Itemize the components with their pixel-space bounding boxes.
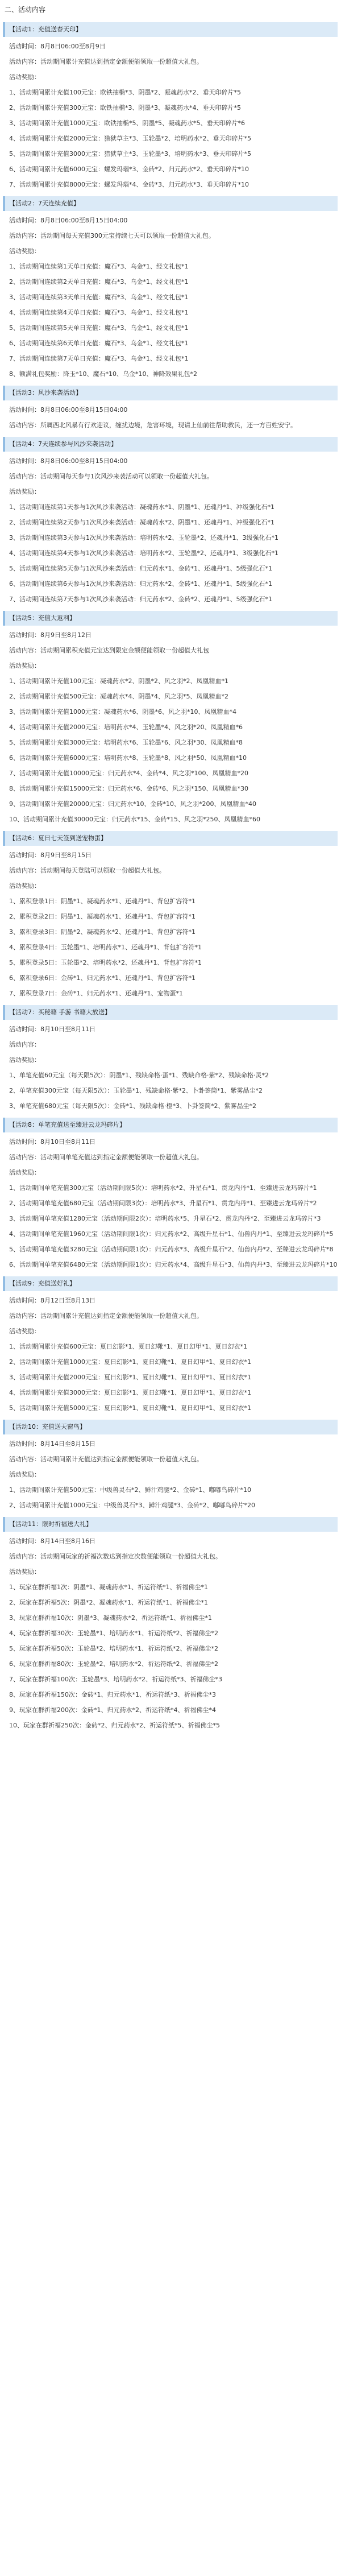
event-line: 活动内容：活动期间单笔充值达到指定金额便能领取一份超值大礼包。 [9,1153,203,1161]
event-title: 【活动5：充值大返利】 [3,611,338,626]
event-line: 5、活动期间累计充值3000元宝：猎狱草主*3、玉轮墨*3、培明药水*3、垂天印碎片*5 [9,150,251,158]
event-line: 活动时间：8月8日06:00至8月9日 [9,43,106,50]
event-block [3,1420,338,1510]
event-line: 7、活动期间累计充值8000元宝：螺发玛瑙*4、金砖*3、归元药水*3、垂天印碎片*10 [9,181,249,188]
event-line: 活动内容：活动期间玩家的祈福次数达到指定次数便能领取一份超值大礼包。 [9,1553,222,1560]
event-line: 10、活动期间累计充值30000元宝：归元药水*15、金砖*15、风之羽*250、凤凰精血*60 [9,816,260,823]
event-line: 4、累积登录4日：玉轮墨*1、培明药水*1、还魂丹*1、背包扩容符*1 [9,944,202,951]
event-title: 【活动9：充值送好礼】 [3,1276,338,1291]
event-line: 10、玩家在群祈福250次：金砖*2、归元药水*2、祈运符纸*5、祈福佛尘*5 [9,1722,220,1729]
event-line: 4、活动期间连续第4天参与1次风沙来袭活动：培明药水*2、玉轮墨*2、还魂丹*1、3级强化石*1 [9,549,278,557]
event-line: 活动奖励： [9,1169,40,1176]
event-line: 3、活动期间累计充值1000元宝：凝魂药水*6、阴墨*6、风之羽*10、凤凰精血*4 [9,708,236,716]
event-line: 活动奖励： [9,1328,40,1335]
event-line: 活动内容：活动期间累计充值达到指定金额便能领取一份超值大礼包。 [9,1456,203,1463]
event-line: 4、活动期间累计充值2000元宝：猎狱草主*3、玉轮墨*2、培明药水*2、垂天印碎片*5 [9,135,251,142]
event-line: 活动奖励： [9,662,40,669]
event-line: 2、活动期间连续第2天单日充值：魔石*3、乌金*1、经文礼包*1 [9,278,189,286]
event-title: 【活动10：充值送天窗鸟】 [3,1420,338,1434]
event-line: 7、活动期间连续第7天单日充值：魔石*3、乌金*1、经文礼包*1 [9,355,189,362]
section-title: 二、活动内容 [5,6,46,14]
event-block [3,1276,338,1412]
event-line: 1、活动期间连续第1天参与1次风沙来袭活动：凝魂药水*1、阴墨*1、还魂丹*1、冲级强化石*1 [9,503,275,511]
event-line: 活动奖励： [9,882,40,890]
event-line: 活动时间：8月9日至8月15日 [9,851,92,859]
event-line: 活动时间：8月10日至8月11日 [9,1138,95,1146]
event-line: 7、累积登录7日：金砖*1、归元药水*1、还魂丹*1、宠物蛋*1 [9,990,183,997]
event-line: 5、活动期间连续第5天单日充值：魔石*3、乌金*1、经文礼包*1 [9,324,189,332]
event-line: 2、活动期间累计充值1000元宝：夏日幻影*1、夏日幻靴*1、夏日幻甲*1、夏日幻衣*1 [9,1358,251,1366]
event-block [3,1118,338,1269]
event-line: 1、活动期间累计充值500元宝：中级兽灵石*2、鲜汁鸡腿*2、金砖*1、嘟嘟鸟碎片*10 [9,1486,251,1494]
event-title: 【活动4：7天连续参与风沙来袭活动】 [3,437,338,452]
event-line: 3、累积登录3日：阴墨*2、凝魂药水*2、还魂丹*1、背包扩容符*1 [9,928,196,936]
event-line: 1、活动期间累计充值100元宝：凝魂药水*2、阴墨*2、风之羽*2、凤凰精血*1 [9,677,228,685]
event-block [3,196,338,378]
event-line: 活动奖励： [9,1471,40,1478]
event-line: 1、活动期间单笔充值300元宝（活动期间限5次）：培明药水*2、升星石*1、贯龙内丹*1、至臻进云龙玛碎片*1 [9,1184,317,1192]
event-block [3,437,338,603]
event-line: 3、活动期间累计充值2000元宝：夏日幻影*1、夏日幻靴*1、夏日幻甲*1、夏日幻衣*1 [9,1374,251,1381]
event-line: 1、累积登录1日：阴墨*1、凝魂药水*1、还魂丹*1、背包扩容符*1 [9,898,196,905]
event-line: 6、活动期间累计充值6000元宝：螺发玛瑙*3、金砖*2、归元药水*2、垂天印碎片*10 [9,166,249,173]
event-line: 活动内容：活动期间累积充值元宝达到限定金额便能领取一份超值大礼包 [9,647,209,654]
event-line: 2、活动期间连续第2天参与1次风沙来袭活动：凝魂药水*2、阴墨*1、还魂丹*1、冲级强化石*1 [9,519,275,526]
event-line: 活动内容：所属西北风暴有行欢迎议，缠扰边境，危害环境，现请上仙前往帮助救民，还一方百姓安宁。 [9,421,297,429]
event-line: 3、活动期间累计充值1000元宝：欧铁抽椭*5、阴墨*5、凝魂药水*5、垂天印碎片*6 [9,119,245,127]
event-line: 7、玩家在群祈福100次：玉轮墨*3、培明药水*2、祈运符纸*3、祈福佛尘*3 [9,1676,222,1683]
event-line: 6、活动期间连续第6天单日充值：魔石*3、乌金*1、经文礼包*1 [9,340,189,347]
event-line: 7、活动期间累计充值10000元宝：归元药水*4、金砖*4、风之羽*100、凤凰精血*20 [9,770,248,777]
event-line: 1、活动期间累计充值600元宝：夏日幻影*1、夏日幻靴*1、夏日幻甲*1、夏日幻衣*1 [9,1343,247,1350]
event-title: 【活动8：单笔充值送至臻进云龙玛碎片】 [3,1118,338,1132]
event-line: 活动奖励： [9,73,40,81]
event-line: 活动时间：8月9日至8月12日 [9,631,92,639]
event-line: 活动时间：8月14日至8月15日 [9,1440,95,1448]
event-line: 2、活动期间单笔充值680元宝（活动期间限3次）：培明药水*3、升星石*1、贯龙内丹*1、至臻进云龙玛碎片*2 [9,1200,317,1207]
event-line: 1、单笔充值60元宝（每天限5次）：阴墨*1、残缺命格·蛋*1、残缺命格·紫*2、残缺命格·灵*2 [9,1072,269,1079]
event-line: 1、玩家在群祈福1次：阴墨*1、凝魂药水*1、祈运符纸*1、祈福佛尘*1 [9,1583,208,1591]
event-title: 【活动6：夏日七天签到送宠物蛋】 [3,831,338,846]
event-line: 5、活动期间累计充值3000元宝：培明药水*6、玉轮墨*6、风之羽*30、凤凰精血*8 [9,739,243,746]
event-line: 活动时间：8月10日至8月11日 [9,1026,95,1033]
event-line: 5、累积登录5日：玉轮墨*2、培明药水*2、还魂丹*1、背包扩容符*1 [9,959,202,966]
event-block [3,1005,338,1110]
event-line: 6、活动期间连续第6天参与1次风沙来袭活动：归元药水*2、金砖*1、还魂丹*1、5级强化石*1 [9,580,272,588]
event-line: 活动内容： [9,1041,40,1048]
event-list [3,22,338,1730]
event-line: 5、活动期间连续第5天参与1次风沙来袭活动：归元药水*1、金砖*1、还魂丹*1、5级强化石*1 [9,565,272,572]
event-line: 6、玩家在群祈福80次：玉轮墨*2、培明药水*2、祈运符纸*2、祈福佛尘*2 [9,1660,218,1668]
event-block [3,22,338,189]
event-line: 5、活动期间单笔充值3280元宝（活动期间限1次）：归元药水*3、高级升星石*2、仙兽内丹*2、至臻进云龙玛碎片*8 [9,1246,334,1253]
event-title: 【活动3：风沙来袭活动】 [3,386,338,400]
event-line: 8、活动期间累计充值15000元宝：归元药水*6、金砖*6、风之羽*150、凤凰精血*30 [9,785,248,792]
event-block [3,386,338,429]
event-title: 【活动11：限时祈福送大礼】 [3,1517,338,1532]
event-line: 6、累积登录6日：金砖*1、归元药水*1、还魂丹*1、背包扩容符*1 [9,974,196,982]
event-block [3,831,338,998]
event-line: 活动内容：活动期间累计充值达到指定金额便能领取一份超值大礼包。 [9,1312,203,1320]
event-line: 4、活动期间累计充值3000元宝：夏日幻影*1、夏日幻靴*1、夏日幻甲*1、夏日幻衣*1 [9,1389,251,1396]
event-line: 活动时间：8月8日06:00至8月15日04:00 [9,406,128,414]
event-line: 3、玩家在群祈福10次：阴墨*3、凝魂药水*2、祈运符纸*1、祈福佛尘*1 [9,1614,212,1622]
event-line: 1、活动期间连续第1天单日充值：魔石*3、乌金*1、经文礼包*1 [9,263,189,270]
event-line: 2、累积登录2日：阴墨*1、凝魂药水*1、还魂丹*1、背包扩容符*1 [9,913,196,920]
event-line: 2、活动期间累计充值300元宝：欧铁抽椭*3、阴墨*3、凝魂药水*4、垂天印碎片*5 [9,104,241,111]
event-line: 2、玩家在群祈福5次：阴墨*2、凝魂药水*1、祈运符纸*1、祈福佛尘*1 [9,1599,208,1606]
event-line: 活动内容：活动期间每天参与1次风沙来袭活动可以领取一份超值大礼包。 [9,473,213,480]
event-line: 3、单笔充值680元宝（每天限5次）：金砖*1、残缺命格·橙*3、卜卦签筒*2、紫雾晶尘*2 [9,1102,256,1110]
event-line: 5、玩家在群祈福50次：玉轮墨*2、培明药水*1、祈运符纸*2、祈福佛尘*2 [9,1645,218,1652]
event-line: 3、活动期间单笔充值1280元宝（活动期间限2次）：培明药水*5、升星石*2、贯龙内丹*2、至臻进云龙玛碎片*3 [9,1215,321,1222]
event-block [3,1517,338,1730]
event-line: 1、活动期间累计充值100元宝：欧铁抽椭*3、阴墨*2、凝魂药水*2、垂天印碎片*5 [9,89,241,96]
event-line: 2、单笔充值300元宝（每天限5次）：玉轮墨*1、残缺命格·紫*2、卜卦签筒*1、紫雾晶尘*2 [9,1087,263,1094]
event-line: 活动时间：8月14日至8月16日 [9,1537,95,1545]
event-title: 【活动7：买秘籍 手游 书籍大放送】 [3,1005,338,1020]
event-line: 活动奖励： [9,1568,40,1576]
event-line: 6、活动期间累计充值6000元宝：培明药水*8、玉轮墨*8、风之羽*50、凤凰精血*10 [9,754,247,762]
event-line: 9、玩家在群祈福200次：金砖*1、归元药水*2、祈运符纸*4、祈福佛尘*4 [9,1706,216,1714]
event-line: 活动内容：活动期间每天登陆可以领取一份超值大礼包。 [9,867,165,874]
event-line: 活动奖励： [9,247,40,255]
event-line: 9、活动期间累计充值20000元宝：归元药水*10、金砖*10、风之羽*200、凤凰精血*40 [9,800,256,808]
event-block [3,611,338,824]
event-line: 活动时间：8月8日06:00至8月15日04:00 [9,457,128,465]
event-line: 活动内容：活动期间累计充值达到指定金额便能领取一份超值大礼包。 [9,58,203,65]
event-line: 8、额满礼包奖励：降玉*10、魔石*10、乌金*10、神降效果礼包*2 [9,370,197,378]
event-line: 活动时间：8月8日06:00至8月15日04:00 [9,217,128,224]
event-line: 活动时间：8月12日至8月13日 [9,1297,95,1304]
event-line: 8、玩家在群祈福150次：金砖*1、归元药水*1、祈运符纸*3、祈福佛尘*3 [9,1691,216,1698]
event-line: 7、活动期间连续第7天参与1次风沙来袭活动：归元药水*2、金砖*2、还魂丹*1、5级强化石*1 [9,596,272,603]
event-line: 4、玩家在群祈福30次：玉轮墨*1、培明药水*1、祈运符纸*2、祈福佛尘*2 [9,1630,218,1637]
event-line: 3、活动期间连续第3天参与1次风沙来袭活动：培明药水*2、玉轮墨*2、还魂丹*1、3级强化石*1 [9,534,278,541]
event-title: 【活动1：充值送春天印】 [3,22,338,37]
event-line: 6、活动期间单笔充值6480元宝（活动期间限1次）：归元药水*4、高级升星石*3、仙兽内丹*3、至臻进云龙玛碎片*10 [9,1261,338,1268]
event-line: 2、活动期间累计充值1000元宝：中级兽灵石*3、鲜汁鸡腿*3、金砖*2、嘟嘟鸟碎片*20 [9,1502,255,1509]
event-line: 活动内容：活动期间每天充值300元宝持续七天可以领取一份超值大礼包。 [9,232,215,239]
event-line: 活动奖励： [9,1056,40,1064]
event-line: 4、活动期间累计充值2000元宝：培明药水*4、玉轮墨*4、风之羽*20、凤凰精血*6 [9,723,243,731]
event-title: 【活动2：7天连续充值】 [3,196,338,211]
event-line: 5、活动期间累计充值5000元宝：夏日幻影*1、夏日幻靴*1、夏日幻甲*1、夏日幻衣*1 [9,1404,251,1412]
event-line: 3、活动期间连续第3天单日充值：魔石*3、乌金*1、经文礼包*1 [9,293,189,301]
event-line: 2、活动期间累计充值500元宝：凝魂药水*4、阴墨*4、风之羽*5、凤凰精血*2 [9,693,228,700]
event-line: 活动奖励： [9,488,40,495]
event-line: 4、活动期间单笔充值1960元宝（活动期间限1次）：归元药水*2、高级升星石*1、仙兽内丹*1、至臻进云龙玛碎片*5 [9,1230,334,1238]
event-line: 4、活动期间连续第4天单日充值：魔石*3、乌金*1、经文礼包*1 [9,309,189,316]
